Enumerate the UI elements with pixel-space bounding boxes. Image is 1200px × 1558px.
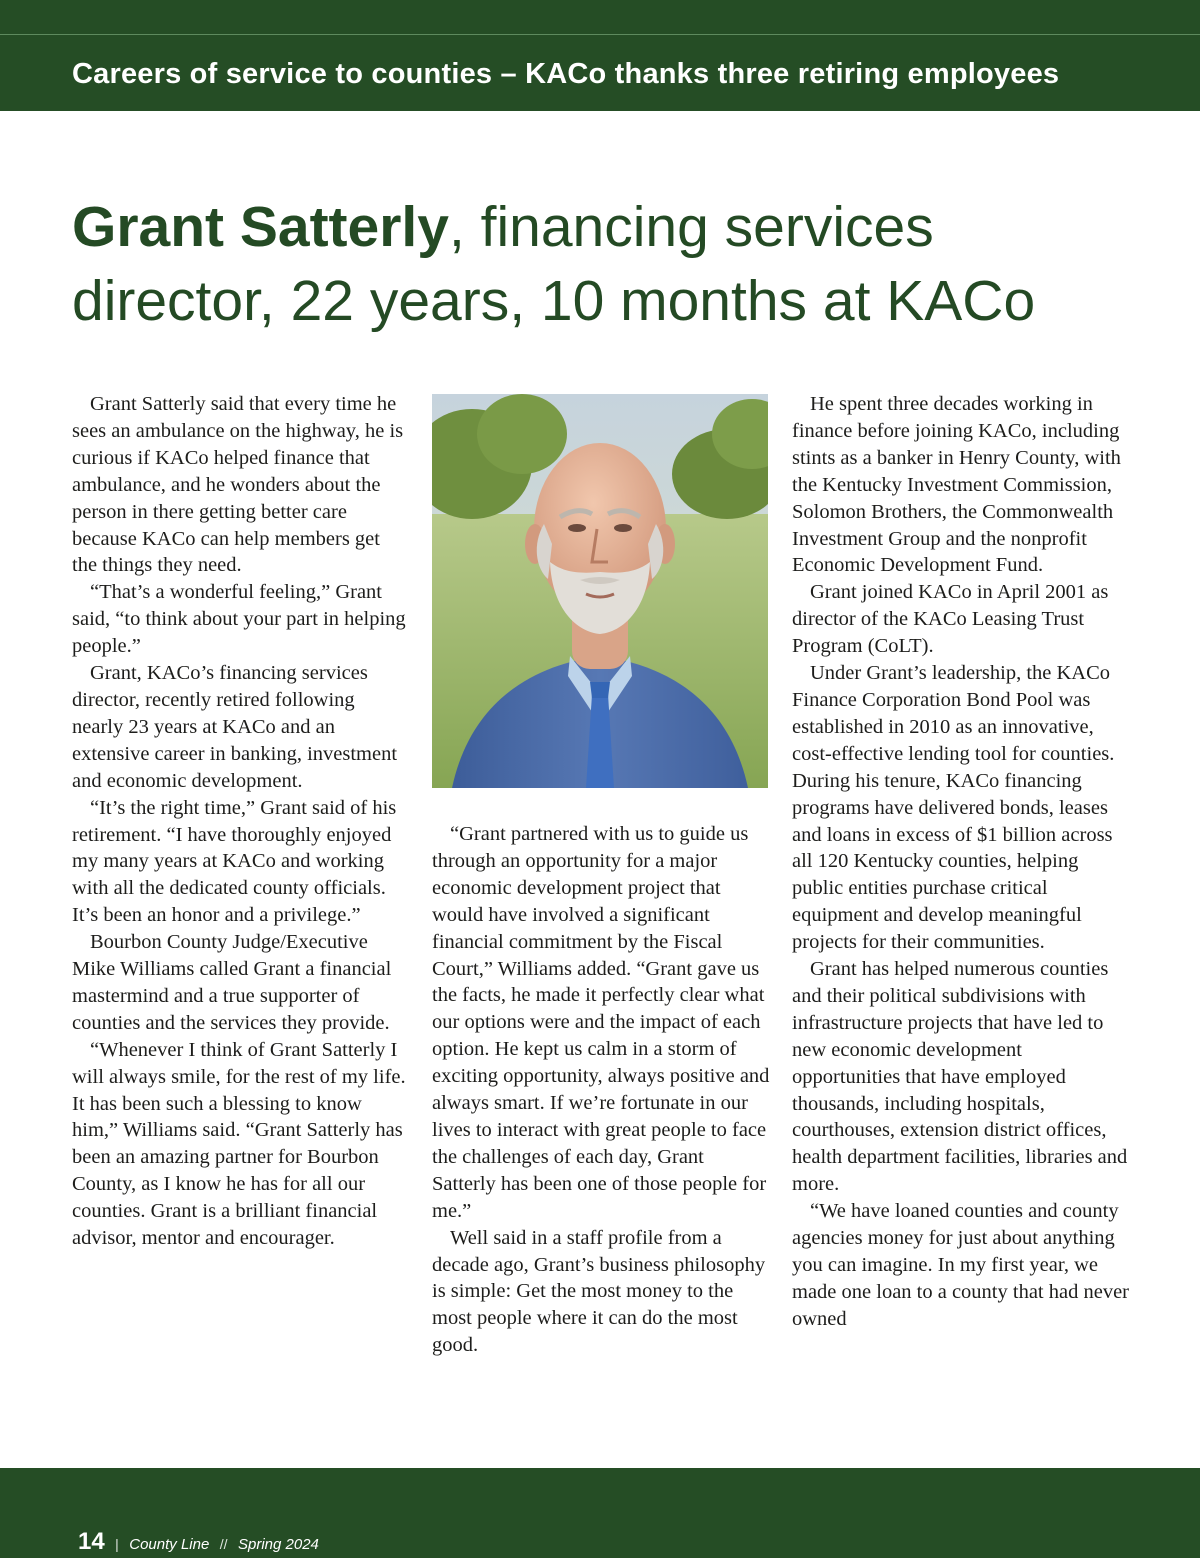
paragraph: He spent three decades working in finance before joining KACo, including stints as a banker in Henry County, with the Kentucky Investment Commission, Solomon Brothers, the Commonwealth Investment Group and the nonprofit Economic Development Fund. [792, 393, 1121, 577]
issue-name: Spring 2024 [238, 1536, 319, 1553]
banner-rule [0, 34, 1200, 35]
section-banner-title: Careers of service to counties – KACo thanks three retiring employees [72, 58, 1060, 90]
paragraph: “That’s a wonderful feeling,” Grant said, “to think about your part in helping people.” [72, 581, 406, 658]
paragraph: Under Grant’s leadership, the KACo Finance Corporation Bond Pool was established in 2010 as an innovative, cost-effective lending tool for counties. During his tenure, KACo financing programs have delivered bonds, leases and loans in excess of $1 billion across all 120 Kentucky counties, helping public entities purchase critical equipment and develop meaningful projects for their communities. [792, 662, 1115, 954]
paragraph: Grant joined KACo in April 2001 as director of the KACo Leasing Trust Program (CoLT). [792, 581, 1109, 658]
paragraph: “It’s the right time,” Grant said of his retirement. “I have thoroughly enjoyed my many years at KACo and working with all the dedicated county officials. It’s been an honor and a privilege.” [72, 796, 397, 927]
paragraph: Grant, KACo’s financing services director, recently retired following nearly 23 years at KACo and an extensive career in banking, investment and economic development. [72, 662, 398, 792]
paragraph: Well said in a staff profile from a decade ago, Grant’s business philosophy is simple: Get the most money to the most people where it can do the most good. [432, 1226, 766, 1357]
publication-name: County Line [129, 1536, 210, 1553]
paragraph: “Whenever I think of Grant Satterly I will always smile, for the rest of my life. It has been such a blessing to know him,” Williams said. “Grant Satterly has been an amazing partner for Bourbon County, as I know he has for all our counties. Grant is a brilliant financial advisor, mentor and encourager. [72, 1038, 406, 1250]
portrait-photo [432, 394, 768, 788]
paragraph: Bourbon County Judge/Executive Mike Williams called Grant a financial mastermind and a true supporter of counties and the services they provide. [72, 931, 392, 1034]
page-footer [78, 1528, 319, 1556]
article-headline [72, 190, 1162, 338]
top-banner-band [0, 0, 1200, 111]
article-column-3 [792, 391, 1132, 1333]
page-number: 14 [78, 1528, 105, 1555]
paragraph: “We have loaned counties and county agencies money for just about anything you can imagine. In my first year, we made one loan to a county that had never owned [792, 1200, 1129, 1330]
footer-divider: // [219, 1536, 228, 1552]
portrait-illustration [432, 394, 768, 788]
article-column-2 [432, 821, 770, 1359]
paragraph: Grant Satterly said that every time he sees an ambulance on the highway, he is curious if KACo helped finance that ambulance, and he wonders about the person in there getting better care because KACo can help members get the things they need. [72, 393, 404, 577]
headline-title-part2: director, 22 years, 10 months at KACo [72, 269, 1036, 333]
article-column-1 [72, 391, 408, 1252]
paragraph: “Grant partnered with us to guide us through an opportunity for a major economic development project that would have involved a significant financial commitment by the Fiscal Court,” Williams added. “Grant gave us the facts, he made it perfectly clear what our options were and the impact of each option. He kept us calm in a storm of exciting opportunity, always positive and always smart. If we’re fortunate in our lives to interact with great people to face the challenges of each day, Grant Satterly has been one of those people for me.” [432, 823, 770, 1222]
footer-separator: | [115, 1536, 119, 1552]
paragraph: Grant has helped numerous counties and their political subdivisions with infrastructure projects that have led to new economic development opportunities that have employed thousands, including hospitals, courthouses, extension district offices, health department facilities, libraries and more. [792, 958, 1128, 1196]
headline-title-part1: , financing services [448, 195, 934, 259]
headline-name: Grant Satterly [72, 195, 449, 259]
